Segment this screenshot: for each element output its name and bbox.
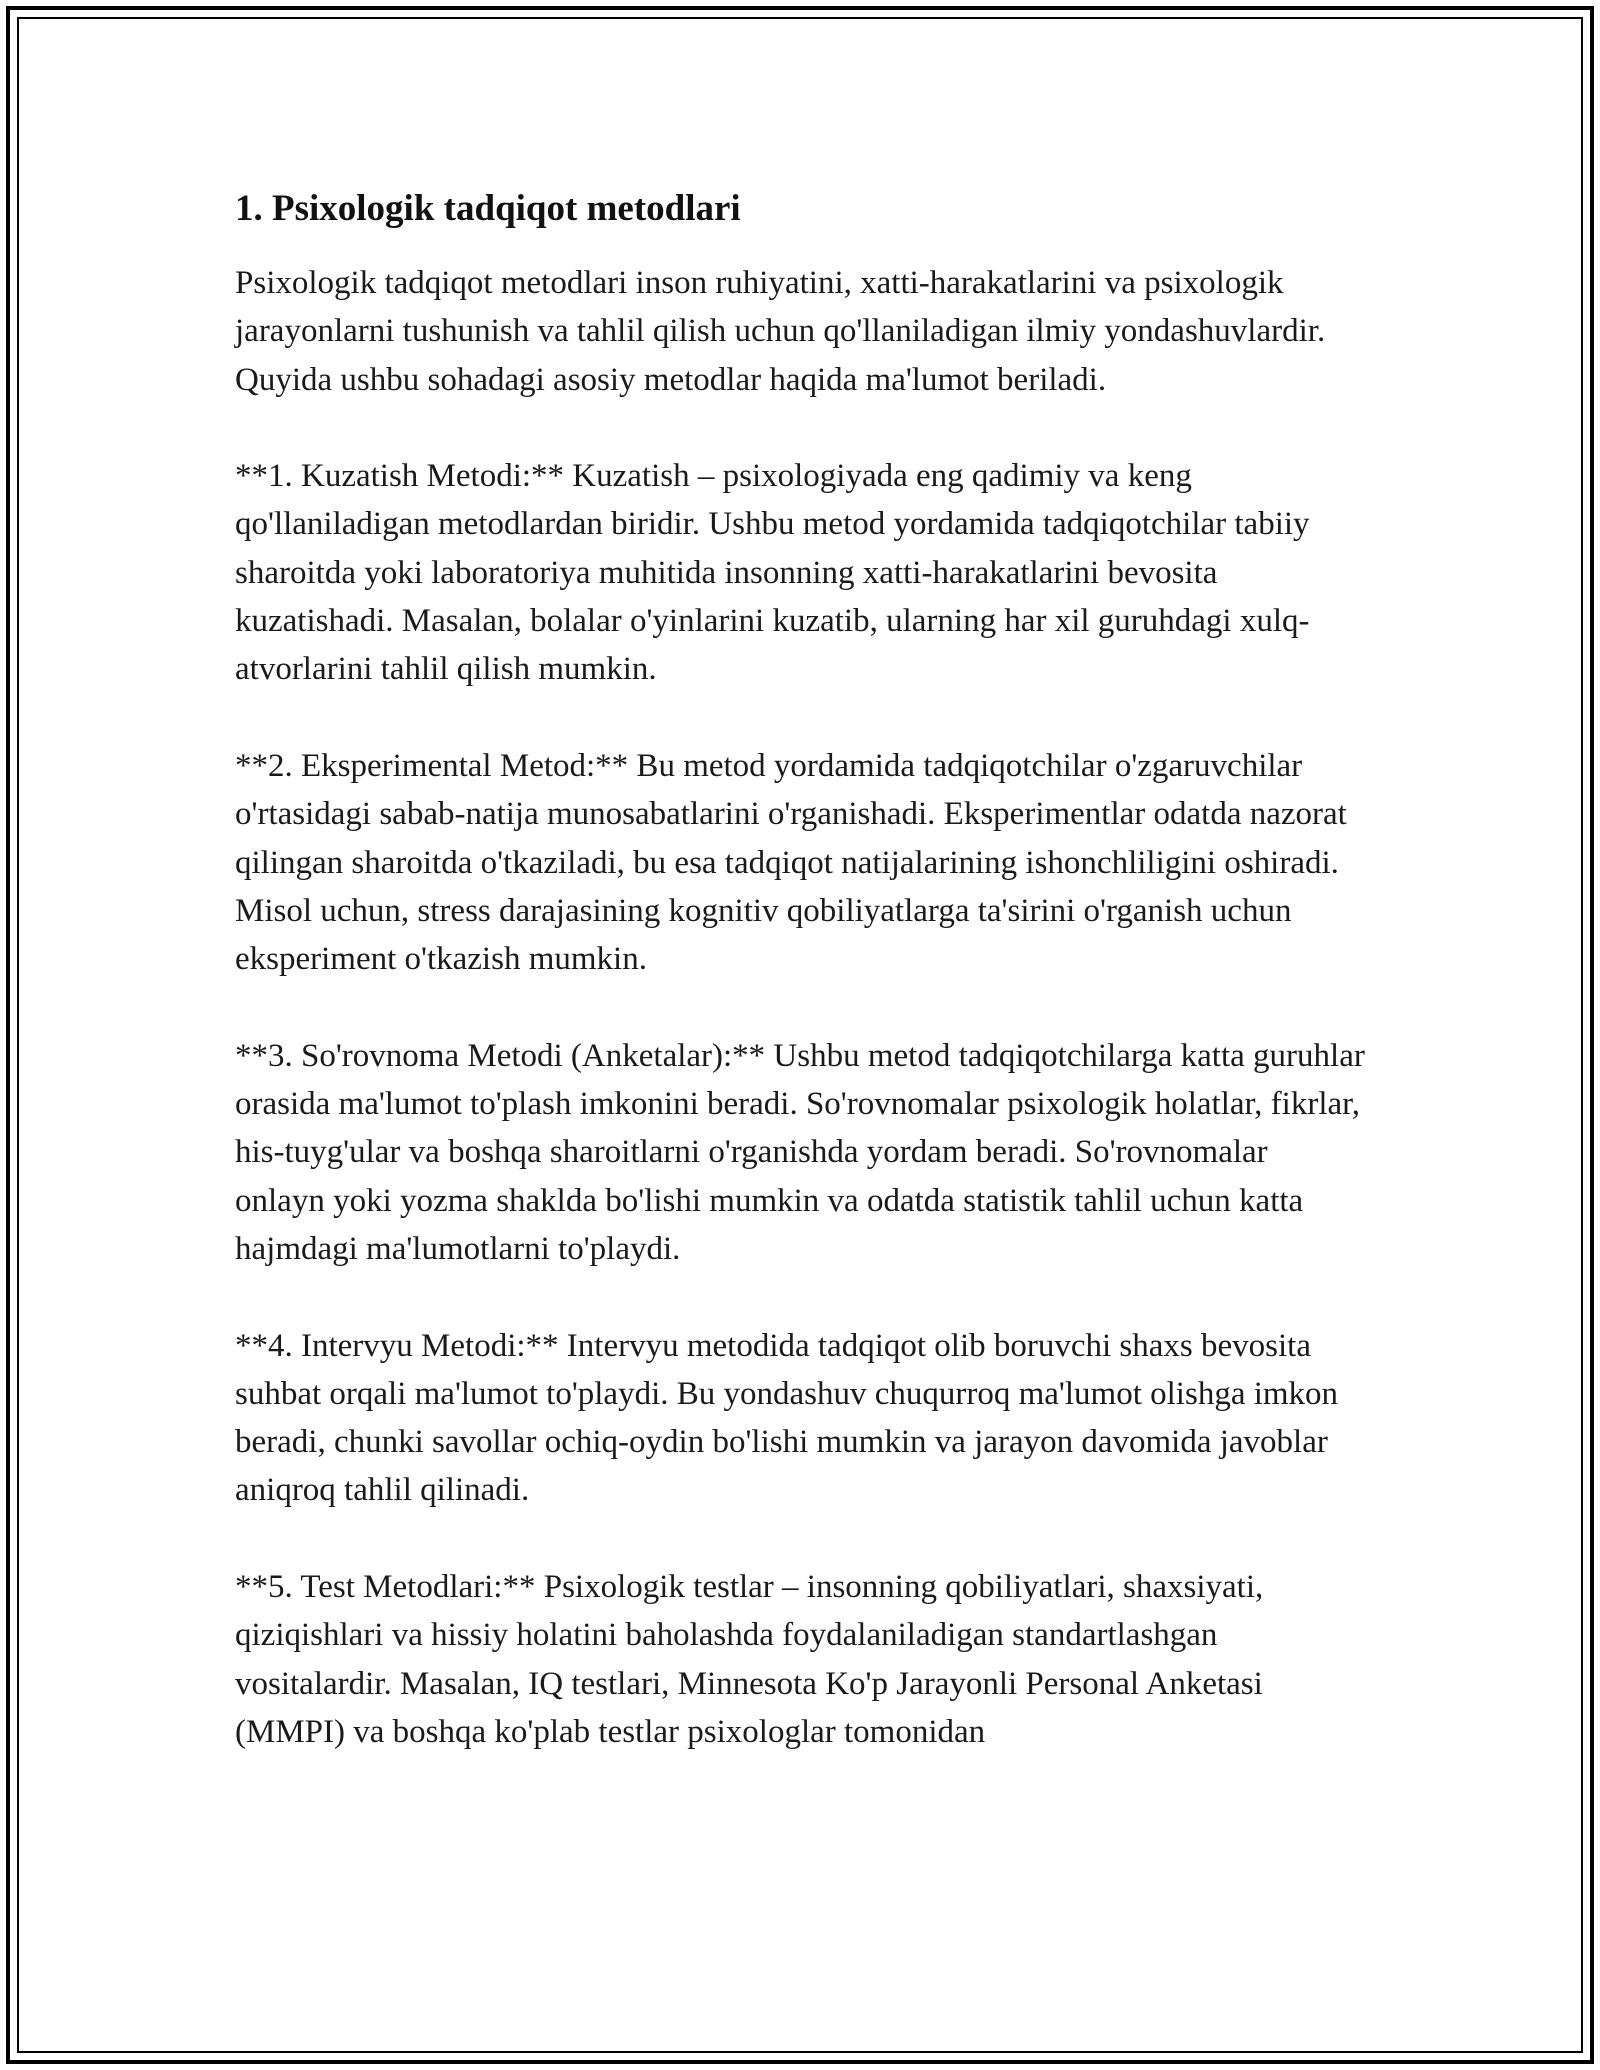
document-body bbox=[235, 185, 1365, 1805]
method-test-paragraph: **5. Test Metodlari:** Psixologik testlar – insonning qobiliyatlari, shaxsiyati, qiziqishlari va hissiy holatini baholashda foydalaniladigan standartlashgan vositalardir. Masalan, IQ testlari, Minnesota Ko'p Jarayonli Personal Anketasi (MMPI) va boshqa ko'plab testlar psixologlar tomonidan bbox=[235, 1569, 1264, 1750]
section-heading: 1. Psixologik tadqiqot metodlari bbox=[235, 188, 741, 229]
intro-paragraph: Psixologik tadqiqot metodlari inson ruhiyatini, xatti-harakatlarini va psixologik jarayonlarni tushunish va tahlil qilish uchun qo'llaniladigan ilmiy yondashuvlardir. Quyida ushbu sohadagi asosiy metodlar haqida ma'lumot beriladi. bbox=[235, 265, 1326, 398]
method-interview-paragraph: **4. Intervyu Metodi:** Intervyu metodida tadqiqot olib boruvchi shaxs bevosita suhbat orqali ma'lumot to'playdi. Bu yondashuv chuqurroq ma'lumot olishga imkon beradi, chunki savollar ochiq-oydin bo'lishi mumkin va jarayon davomida javoblar aniqroq tahlil qilinadi. bbox=[235, 1327, 1339, 1509]
method-survey-paragraph: **3. So'rovnoma Metodi (Anketalar):** Ushbu metod tadqiqotchilarga katta guruhlar orasida ma'lumot to'plash imkonini beradi. So'rovnomalar psixologik holatlar, fikrlar, his-tuyg'ular va boshqa sharoitlarni o'rganishda yordam beradi. So'rovnomalar onlayn yoki yozma shaklda bo'lishi mumkin va odatda statistik tahlil uchun katta hajmdagi ma'lumotlarni to'playdi. bbox=[235, 1037, 1365, 1267]
method-observation-paragraph: **1. Kuzatish Metodi:** Kuzatish – psixologiyada eng qadimiy va keng qo'llaniladigan metodlardan biridir. Ushbu metod yordamida tadqiqotchilar tabiiy sharoitda yoki laboratoriya muhitida insonning xatti-harakatlarini bevosita kuzatishadi. Masalan, bolalar o'yinlarini kuzatib, ularning har xil guruhdagi xulq-atvorlarini tahlil qilish mumkin. bbox=[235, 458, 1310, 688]
method-experimental-paragraph: **2. Eksperimental Metod:** Bu metod yordamida tadqiqotchilar o'zgaruvchilar o'rtasidagi sabab-natija munosabatlarini o'rganishadi. Eksperimentlar odatda nazorat qilingan sharoitda o'tkaziladi, bu esa tadqiqot natijalarining ishonchliligini oshiradi. Misol uchun, stress darajasining kognitiv qobiliyatlarga ta'sirini o'rganish uchun eksperiment o'tkazish mumkin. bbox=[235, 747, 1347, 978]
